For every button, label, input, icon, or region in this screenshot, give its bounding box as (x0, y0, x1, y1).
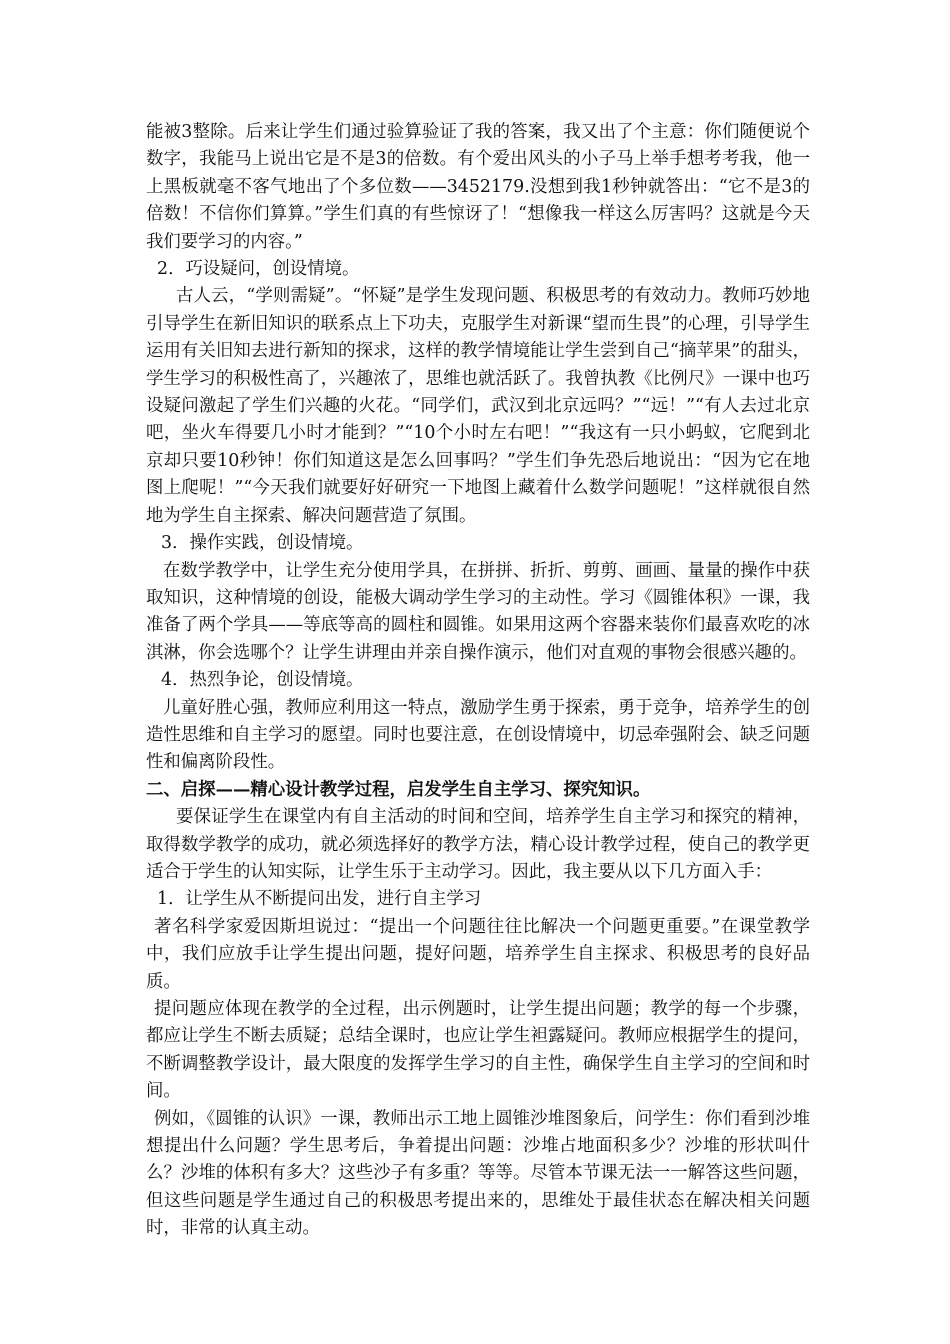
paragraph: 古人云，“学则需疑”。“怀疑”是学生发现问题、积极思考的有效动力。教师巧妙地引导学生在新旧知识的联系点上下功夫，克服学生对新课“望而生畏”的心理，引导学生运用有关旧知去进行新知的探求，这样的教学情境能让学生尝到自己“摘苹果”的甜头，学生学习的积极性高了，兴趣浓了，思维也就活跃了。我曾执教《比例尺》一课中也巧设疑问激起了学生们兴趣的火花。“同学们，武汉到北京远吗？”“远！”“有人去过北京吧，坐火车得要几小时才能到？”“10个小时左右吧！”“我这有一只小蚂蚁，它爬到北京却只要10秒钟！你们知道这是怎么回事吗？”学生们争先恐后地说出：“因为它在地图上爬呢！”“今天我们就要好好研究一下地图上藏着什么数学问题呢！”这样就很自然地为学生自主探索、解决问题营造了氛围。 (146, 286, 810, 526)
paragraph: 例如，《圆锥的认识》一课，教师出示工地上圆锥沙堆图象后，问学生：你们看到沙堆想提出什么问题？学生思考后，争着提出问题：沙堆占地面积多少？沙堆的形状叫什么？沙堆的体积有多大？这些沙子有多重？等等。尽管本节课无法一一解答这些问题，但这些问题是学生通过自己的积极思考提出来的，思维处于最佳状态在解决相关问题时，非常的认真主动。 (146, 1108, 810, 1239)
paragraph: 1．让学生从不断提问出发，进行自主学习 (157, 889, 482, 910)
paragraph: 著名科学家爱因斯坦说过：“提出一个问题往往比解决一个问题更重要。”在课堂教学中，我们应放手让学生提出问题，提好问题，培养学生自主探求、积极思考的良好品质。 (146, 916, 810, 992)
paragraph: 提问题应体现在教学的全过程，出示例题时，让学生提出问题；教学的每一个步骤，都应让学生不断去质疑；总结全课时，也应让学生袒露疑问。教师应根据学生的提问，不断调整教学设计，最大限度的发挥学生学习的自主性，确保学生自主学习的空间和时间。 (146, 999, 810, 1102)
paragraph: 能被3整除。后来让学生们通过验算验证了我的答案，我又出了个主意：你们随便说个数字，我能马上说出它是不是3的倍数。有个爱出风头的小子马上举手想考考我，他一上黑板就毫不客气地出了个多位数——3452179.没想到我1秒钟就答出：“它不是3的倍数！不信你们算算。”学生们真的有些惊讶了！“想像我一样这么厉害吗？这就是今天我们要学习的内容。” (146, 122, 810, 252)
paragraph: 4．热烈争论，创设情境。 (161, 670, 364, 691)
paragraph: 要保证学生在课堂内有自主活动的时间和空间，培养学生自主学习和探究的精神，取得数学教学的成功，就必须选择好的教学方法，精心设计教学过程，使自己的教学更适合于学生的认知实际，让学生乐于主动学习。因此，我主要从以下几方面入手： (146, 807, 810, 882)
paragraph: 2．巧设疑问，创设情境。 (157, 259, 360, 280)
section-heading: 二、启探——精心设计教学过程，启发学生自主学习、探究知识。 (146, 779, 651, 800)
paragraph: 3．操作实践，创设情境。 (161, 533, 364, 554)
document-body (146, 119, 810, 1243)
paragraph: 在数学教学中，让学生充分使用学具，在拼拼、折折、剪剪、画画、量量的操作中获取知识，这种情境的创设，能极大调动学生学习的主动性。学习《圆锥体积》一课，我准备了两个学具——等底等高的圆柱和圆锥。如果用这两个容器来装你们最喜欢吃的冰淇淋，你会选哪个？让学生讲理由并亲自操作演示，他们对直观的事物会很感兴趣的。 (146, 560, 810, 663)
paragraph: 儿童好胜心强，教师应利用这一特点，激励学生勇于探索，勇于竞争，培养学生的创造性思维和自主学习的愿望。同时也要注意，在创设情境中，切忌牵强附会、缺乏问题性和偏离阶段性。 (146, 697, 810, 773)
